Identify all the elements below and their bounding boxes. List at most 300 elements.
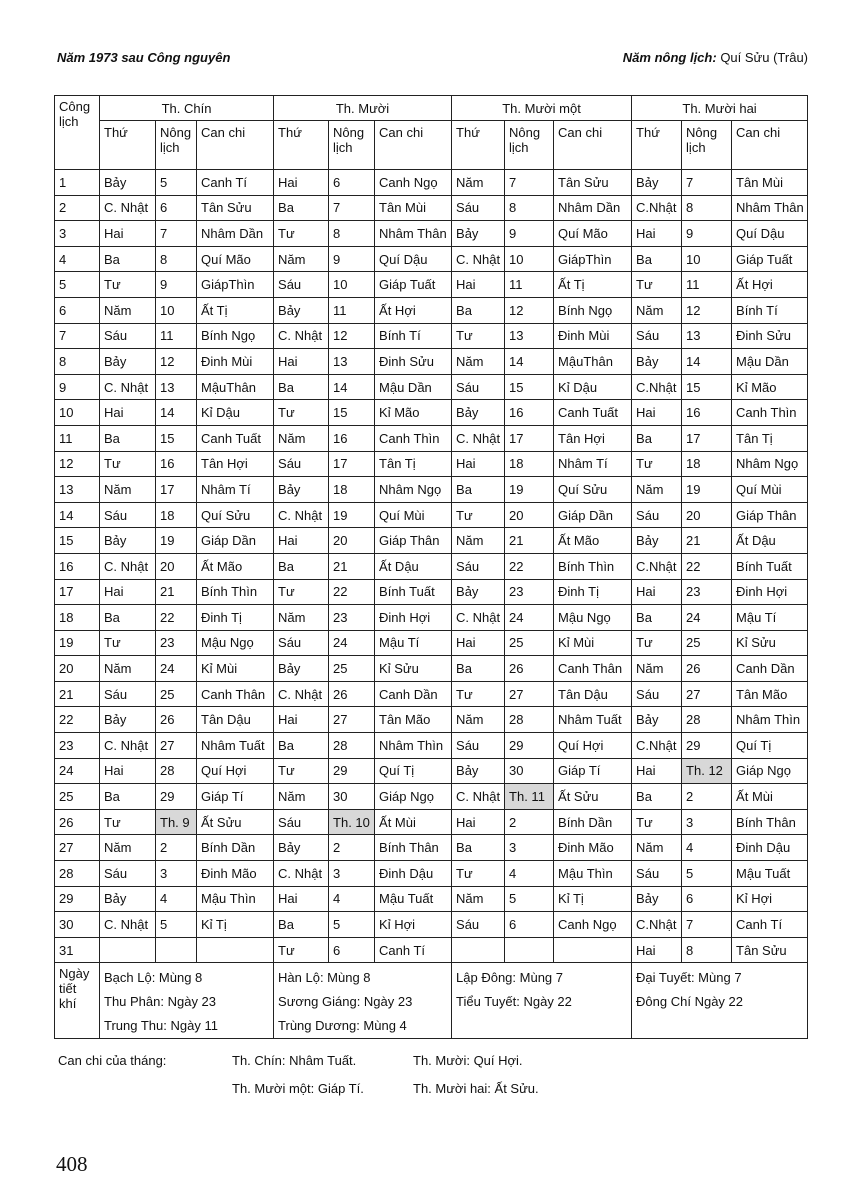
lunar-cell: 28 bbox=[156, 758, 197, 784]
subheader-canchi-9: Can chi bbox=[197, 121, 274, 170]
canchi-cell: Ất Tị bbox=[554, 272, 632, 298]
table-row bbox=[55, 630, 808, 656]
lunar-cell: 3 bbox=[329, 861, 375, 887]
lunar-cell: Th. 11 bbox=[505, 784, 554, 810]
canchi-cell: Ất Mùi bbox=[732, 784, 808, 810]
weekday-cell: Bảy bbox=[274, 656, 329, 682]
subheader-canchi-10: Can chi bbox=[375, 121, 452, 170]
lunar-cell: 9 bbox=[505, 221, 554, 247]
table-row bbox=[55, 758, 808, 784]
weekday-cell: Sáu bbox=[100, 681, 156, 707]
canchi-cell: Giáp Ngọ bbox=[375, 784, 452, 810]
canchi-cell: Ất Mão bbox=[197, 553, 274, 579]
weekday-cell: C. Nhật bbox=[100, 195, 156, 221]
canchi-cell: Nhâm Tí bbox=[554, 451, 632, 477]
lunar-cell: 2 bbox=[682, 784, 732, 810]
canchi-cell: Canh Tí bbox=[375, 937, 452, 963]
lunar-cell: 14 bbox=[329, 374, 375, 400]
lunar-cell: 25 bbox=[156, 681, 197, 707]
gregorian-day: 3 bbox=[55, 221, 100, 247]
gregorian-day: 18 bbox=[55, 605, 100, 631]
weekday-cell: Tư bbox=[452, 502, 505, 528]
month-header-12: Th. Mười hai bbox=[632, 96, 808, 121]
gregorian-day: 28 bbox=[55, 861, 100, 887]
lunar-cell: 11 bbox=[505, 272, 554, 298]
canchi-cell: Canh Tí bbox=[732, 912, 808, 938]
table-row bbox=[55, 861, 808, 887]
page-number: 408 bbox=[56, 1152, 88, 1176]
solar-term: Trung Thu: Ngày 11 bbox=[104, 1018, 218, 1034]
weekday-cell: Tư bbox=[452, 861, 505, 887]
gregorian-day: 4 bbox=[55, 246, 100, 272]
canchi-cell: Đinh Tị bbox=[554, 579, 632, 605]
weekday-cell: C. Nhật bbox=[452, 246, 505, 272]
weekday-cell: Sáu bbox=[100, 502, 156, 528]
table-row bbox=[55, 886, 808, 912]
weekday-cell: Năm bbox=[100, 297, 156, 323]
canchi-cell: Quí Mão bbox=[554, 221, 632, 247]
canchi-cell: Mậu Thìn bbox=[197, 886, 274, 912]
lunar-cell: 29 bbox=[156, 784, 197, 810]
lunar-cell: 17 bbox=[505, 425, 554, 451]
canchi-cell: Tân Hợi bbox=[554, 425, 632, 451]
canchi-cell: Tân Sửu bbox=[197, 195, 274, 221]
lunar-cell: 12 bbox=[329, 323, 375, 349]
weekday-cell: Ba bbox=[100, 425, 156, 451]
canchi-cell: Quí Tị bbox=[732, 733, 808, 759]
footer-month-11: Th. Mười một: Giáp Tí. bbox=[232, 1081, 364, 1096]
lunar-cell: 13 bbox=[156, 374, 197, 400]
table-row bbox=[55, 477, 808, 503]
lunar-cell: 16 bbox=[156, 451, 197, 477]
canchi-cell bbox=[554, 937, 632, 963]
calendar-table bbox=[54, 95, 808, 1039]
gregorian-day: 20 bbox=[55, 656, 100, 682]
lunar-cell: 14 bbox=[156, 400, 197, 426]
weekday-cell: Bảy bbox=[274, 835, 329, 861]
lunar-cell: 17 bbox=[682, 425, 732, 451]
lunar-cell: 13 bbox=[505, 323, 554, 349]
weekday-cell: Bảy bbox=[100, 707, 156, 733]
canchi-cell: Tân Mão bbox=[375, 707, 452, 733]
weekday-cell: Hai bbox=[632, 937, 682, 963]
lunar-cell: 19 bbox=[682, 477, 732, 503]
weekday-cell: Năm bbox=[100, 656, 156, 682]
canchi-cell: Đinh Mùi bbox=[197, 349, 274, 375]
canchi-cell: Tân Tị bbox=[375, 451, 452, 477]
lunar-cell: 6 bbox=[505, 912, 554, 938]
column-header-row bbox=[55, 121, 808, 170]
canchi-cell: Ất Tị bbox=[197, 297, 274, 323]
weekday-cell: Bảy bbox=[100, 170, 156, 196]
lunar-cell: 8 bbox=[329, 221, 375, 247]
canchi-cell: Tân Sửu bbox=[554, 170, 632, 196]
weekday-cell: Ba bbox=[632, 425, 682, 451]
lunar-cell: 5 bbox=[156, 170, 197, 196]
weekday-cell: Sáu bbox=[452, 195, 505, 221]
weekday-cell: C.Nhật bbox=[632, 733, 682, 759]
gregorian-day: 17 bbox=[55, 579, 100, 605]
weekday-cell: Tư bbox=[632, 451, 682, 477]
weekday-cell: Bảy bbox=[632, 886, 682, 912]
canchi-cell: Kỉ Tị bbox=[554, 886, 632, 912]
lunar-cell: 15 bbox=[329, 400, 375, 426]
canchi-cell: Nhâm Thân bbox=[732, 195, 808, 221]
table-row bbox=[55, 835, 808, 861]
subheader-canchi-11: Can chi bbox=[554, 121, 632, 170]
table-row bbox=[55, 809, 808, 835]
table-row bbox=[55, 553, 808, 579]
weekday-cell: Tư bbox=[632, 809, 682, 835]
canchi-cell: Giáp Dần bbox=[197, 528, 274, 554]
subheader-canchi-12: Can chi bbox=[732, 121, 808, 170]
canchi-cell: Nhâm Thìn bbox=[375, 733, 452, 759]
canchi-cell: Quí Tị bbox=[375, 758, 452, 784]
weekday-cell bbox=[100, 937, 156, 963]
canchi-cell: Giáp Thân bbox=[375, 528, 452, 554]
weekday-cell: C. Nhật bbox=[100, 553, 156, 579]
lunar-cell: 16 bbox=[329, 425, 375, 451]
canchi-cell: Kỉ Dậu bbox=[197, 400, 274, 426]
lunar-cell: 16 bbox=[505, 400, 554, 426]
weekday-cell: Bảy bbox=[632, 170, 682, 196]
lunar-cell: 8 bbox=[682, 937, 732, 963]
canchi-cell: Quí Mão bbox=[197, 246, 274, 272]
weekday-cell: Ba bbox=[632, 784, 682, 810]
lunar-cell: 10 bbox=[329, 272, 375, 298]
subheader-lunar-12: Nông lịch bbox=[682, 121, 732, 170]
weekday-cell: Bảy bbox=[452, 579, 505, 605]
lunar-cell: 3 bbox=[682, 809, 732, 835]
lunar-cell: 6 bbox=[329, 937, 375, 963]
weekday-cell: Năm bbox=[274, 605, 329, 631]
weekday-cell: Ba bbox=[452, 656, 505, 682]
weekday-cell: Hai bbox=[452, 272, 505, 298]
lunar-cell: 13 bbox=[329, 349, 375, 375]
canchi-cell: Canh Ngọ bbox=[375, 170, 452, 196]
canchi-cell: Canh Thân bbox=[554, 656, 632, 682]
lunar-cell: 20 bbox=[682, 502, 732, 528]
lunar-cell: 5 bbox=[505, 886, 554, 912]
weekday-cell: Năm bbox=[452, 170, 505, 196]
weekday-cell: C. Nhật bbox=[100, 912, 156, 938]
weekday-cell: Bảy bbox=[274, 297, 329, 323]
canchi-cell: Bính Tí bbox=[375, 323, 452, 349]
table-row bbox=[55, 579, 808, 605]
solar-terms-month-9 bbox=[100, 963, 274, 1039]
weekday-cell: Tư bbox=[274, 221, 329, 247]
weekday-cell: Bảy bbox=[632, 349, 682, 375]
gregorian-day: 7 bbox=[55, 323, 100, 349]
table-row bbox=[55, 502, 808, 528]
month-header-row bbox=[55, 96, 808, 121]
gregorian-day: 12 bbox=[55, 451, 100, 477]
weekday-cell: Tư bbox=[100, 451, 156, 477]
weekday-cell: Tư bbox=[100, 272, 156, 298]
weekday-cell: Sáu bbox=[452, 912, 505, 938]
canchi-cell: Tân Tị bbox=[732, 425, 808, 451]
lunar-cell: 2 bbox=[505, 809, 554, 835]
gregorian-day: 26 bbox=[55, 809, 100, 835]
canchi-cell: Bính Ngọ bbox=[554, 297, 632, 323]
lunar-cell: 7 bbox=[682, 912, 732, 938]
weekday-cell: Năm bbox=[452, 707, 505, 733]
weekday-cell: Sáu bbox=[452, 553, 505, 579]
solar-term: Đông Chí Ngày 22 bbox=[636, 994, 743, 1010]
lunar-cell: 20 bbox=[156, 553, 197, 579]
canchi-cell: Kỉ Mùi bbox=[554, 630, 632, 656]
lunar-cell: 2 bbox=[329, 835, 375, 861]
gregorian-day: 25 bbox=[55, 784, 100, 810]
weekday-cell: Hai bbox=[452, 451, 505, 477]
gregorian-day: 15 bbox=[55, 528, 100, 554]
weekday-cell: Năm bbox=[100, 477, 156, 503]
canchi-cell: Đinh Mùi bbox=[554, 323, 632, 349]
weekday-cell: Bảy bbox=[452, 221, 505, 247]
solar-terms-row bbox=[55, 963, 808, 1039]
solar-term: Sương Giáng: Ngày 23 bbox=[278, 994, 413, 1010]
lunar-cell: 3 bbox=[156, 861, 197, 887]
weekday-cell: C.Nhật bbox=[632, 912, 682, 938]
canchi-cell: Mậu Thìn bbox=[554, 861, 632, 887]
canchi-cell: Ất Dậu bbox=[732, 528, 808, 554]
weekday-cell: Tư bbox=[274, 400, 329, 426]
weekday-cell: Sáu bbox=[100, 861, 156, 887]
lunar-cell: 23 bbox=[156, 630, 197, 656]
lunar-cell: 28 bbox=[682, 707, 732, 733]
lunar-cell: 15 bbox=[682, 374, 732, 400]
canchi-cell: Giáp Ngọ bbox=[732, 758, 808, 784]
canchi-cell: Bính Tuất bbox=[732, 553, 808, 579]
subheader-weekday-11: Thứ bbox=[452, 121, 505, 170]
canchi-cell: Mậu Tuất bbox=[375, 886, 452, 912]
table-row bbox=[55, 784, 808, 810]
table-row bbox=[55, 374, 808, 400]
canchi-cell: Canh Ngọ bbox=[554, 912, 632, 938]
table-row bbox=[55, 681, 808, 707]
canchi-cell: Đinh Tị bbox=[197, 605, 274, 631]
table-row bbox=[55, 451, 808, 477]
canchi-cell: Canh Dần bbox=[732, 656, 808, 682]
lunar-cell: 30 bbox=[505, 758, 554, 784]
weekday-cell: C. Nhật bbox=[452, 605, 505, 631]
canchi-cell: Mậu Dần bbox=[732, 349, 808, 375]
solar-term: Trùng Dương: Mùng 4 bbox=[278, 1018, 407, 1034]
table-row bbox=[55, 246, 808, 272]
lunar-cell: 15 bbox=[156, 425, 197, 451]
lunar-cell: 12 bbox=[156, 349, 197, 375]
lunar-cell: 17 bbox=[329, 451, 375, 477]
solar-term: Đại Tuyết: Mùng 7 bbox=[636, 970, 742, 986]
lunar-cell: 11 bbox=[329, 297, 375, 323]
weekday-cell: Tư bbox=[274, 579, 329, 605]
gregorian-day: 27 bbox=[55, 835, 100, 861]
weekday-cell: Hai bbox=[100, 758, 156, 784]
lunar-cell: 8 bbox=[505, 195, 554, 221]
lunar-cell: 6 bbox=[329, 170, 375, 196]
solar-terms-month-12 bbox=[632, 963, 808, 1039]
gregorian-day: 5 bbox=[55, 272, 100, 298]
lunar-cell: 4 bbox=[682, 835, 732, 861]
canchi-cell: Kỉ Tị bbox=[197, 912, 274, 938]
canchi-cell: GiápThìn bbox=[197, 272, 274, 298]
weekday-cell: Hai bbox=[274, 886, 329, 912]
gregorian-day: 19 bbox=[55, 630, 100, 656]
lunar-cell: 11 bbox=[156, 323, 197, 349]
gregorian-day: 22 bbox=[55, 707, 100, 733]
canchi-cell: Nhâm Dần bbox=[197, 221, 274, 247]
lunar-cell: 26 bbox=[156, 707, 197, 733]
gregorian-day: 21 bbox=[55, 681, 100, 707]
lunar-cell: 24 bbox=[682, 605, 732, 631]
lunar-cell: Th. 9 bbox=[156, 809, 197, 835]
canchi-cell: Ất Sửu bbox=[554, 784, 632, 810]
weekday-cell: Hai bbox=[274, 170, 329, 196]
weekday-cell: Ba bbox=[274, 195, 329, 221]
table-row bbox=[55, 400, 808, 426]
lunar-cell: 24 bbox=[329, 630, 375, 656]
subheader-weekday-12: Thứ bbox=[632, 121, 682, 170]
canchi-cell: MậuThân bbox=[197, 374, 274, 400]
lunar-cell: 27 bbox=[329, 707, 375, 733]
footer-month-9: Th. Chín: Nhâm Tuất. bbox=[232, 1053, 357, 1068]
lunar-cell: 21 bbox=[156, 579, 197, 605]
weekday-cell: Sáu bbox=[452, 374, 505, 400]
weekday-cell: Sáu bbox=[452, 733, 505, 759]
weekday-cell: Bảy bbox=[100, 349, 156, 375]
canchi-cell: Bính Ngọ bbox=[197, 323, 274, 349]
table-row bbox=[55, 195, 808, 221]
solar-term: Hàn Lộ: Mùng 8 bbox=[278, 970, 371, 986]
lunar-cell: 10 bbox=[505, 246, 554, 272]
gregorian-day: 14 bbox=[55, 502, 100, 528]
weekday-cell: Ba bbox=[274, 912, 329, 938]
lunar-cell: Th. 10 bbox=[329, 809, 375, 835]
solar-terms-month-11 bbox=[452, 963, 632, 1039]
canchi-cell: Canh Thìn bbox=[375, 425, 452, 451]
lunar-cell: 4 bbox=[505, 861, 554, 887]
lunar-cell: 26 bbox=[329, 681, 375, 707]
solar-term: Bạch Lộ: Mùng 8 bbox=[104, 970, 203, 986]
lunar-cell: 3 bbox=[505, 835, 554, 861]
canchi-cell: Giáp Tí bbox=[197, 784, 274, 810]
lunar-cell: 29 bbox=[505, 733, 554, 759]
lunar-year-value: Quí Sửu (Trâu) bbox=[720, 50, 808, 65]
weekday-cell: C. Nhật bbox=[274, 323, 329, 349]
canchi-cell: Tân Dậu bbox=[197, 707, 274, 733]
weekday-cell: Sáu bbox=[274, 630, 329, 656]
lunar-cell bbox=[505, 937, 554, 963]
weekday-cell bbox=[452, 937, 505, 963]
table-row bbox=[55, 605, 808, 631]
table-row bbox=[55, 272, 808, 298]
canchi-cell: Nhâm Dần bbox=[554, 195, 632, 221]
weekday-cell: Tư bbox=[632, 272, 682, 298]
month-header-10: Th. Mười bbox=[274, 96, 452, 121]
canchi-cell: Ất Hợi bbox=[732, 272, 808, 298]
gregorian-day: 13 bbox=[55, 477, 100, 503]
subheader-weekday-9: Thứ bbox=[100, 121, 156, 170]
lunar-cell: 12 bbox=[505, 297, 554, 323]
lunar-cell: 14 bbox=[682, 349, 732, 375]
canchi-cell: Đinh Sửu bbox=[375, 349, 452, 375]
lunar-cell: 24 bbox=[505, 605, 554, 631]
lunar-cell: 18 bbox=[505, 451, 554, 477]
canchi-cell: Quí Dậu bbox=[732, 221, 808, 247]
canchi-cell: Quí Sửu bbox=[554, 477, 632, 503]
lunar-cell: 28 bbox=[505, 707, 554, 733]
weekday-cell: Bảy bbox=[100, 528, 156, 554]
lunar-cell: 26 bbox=[682, 656, 732, 682]
weekday-cell: Ba bbox=[274, 553, 329, 579]
canchi-cell: Bính Thân bbox=[375, 835, 452, 861]
weekday-cell: C. Nhật bbox=[274, 681, 329, 707]
weekday-cell: Năm bbox=[632, 835, 682, 861]
lunar-cell: 29 bbox=[682, 733, 732, 759]
lunar-cell: 14 bbox=[505, 349, 554, 375]
lunar-cell: 18 bbox=[329, 477, 375, 503]
lunar-cell: 2 bbox=[156, 835, 197, 861]
weekday-cell: Ba bbox=[274, 374, 329, 400]
subheader-lunar-10: Nông lịch bbox=[329, 121, 375, 170]
table-row bbox=[55, 656, 808, 682]
canchi-cell: Đinh Dậu bbox=[375, 861, 452, 887]
canchi-cell: Ất Mùi bbox=[375, 809, 452, 835]
lunar-cell: 4 bbox=[156, 886, 197, 912]
lunar-cell: 7 bbox=[505, 170, 554, 196]
lunar-cell: 13 bbox=[682, 323, 732, 349]
lunar-cell: Th. 12 bbox=[682, 758, 732, 784]
weekday-cell: Ba bbox=[100, 605, 156, 631]
footer-label: Can chi của tháng: bbox=[58, 1053, 167, 1068]
canchi-cell: Kỉ Sửu bbox=[732, 630, 808, 656]
gregorian-day: 10 bbox=[55, 400, 100, 426]
table-row bbox=[55, 323, 808, 349]
weekday-cell: C.Nhật bbox=[632, 553, 682, 579]
canchi-cell: Nhâm Ngọ bbox=[375, 477, 452, 503]
table-row bbox=[55, 170, 808, 196]
lunar-cell: 20 bbox=[505, 502, 554, 528]
lunar-cell: 8 bbox=[682, 195, 732, 221]
weekday-cell: C.Nhật bbox=[632, 195, 682, 221]
lunar-cell: 22 bbox=[329, 579, 375, 605]
canchi-cell: Ất Mão bbox=[554, 528, 632, 554]
canchi-cell: Nhâm Ngọ bbox=[732, 451, 808, 477]
subheader-lunar-9: Nông lịch bbox=[156, 121, 197, 170]
solar-term: Thu Phân: Ngày 23 bbox=[104, 994, 217, 1010]
solar-term: Lập Đông: Mùng 7 bbox=[456, 970, 563, 986]
canchi-cell: Giáp Dần bbox=[554, 502, 632, 528]
lunar-cell: 11 bbox=[682, 272, 732, 298]
canchi-cell: Giáp Tí bbox=[554, 758, 632, 784]
weekday-cell: Năm bbox=[274, 784, 329, 810]
canchi-cell: Bính Tuất bbox=[375, 579, 452, 605]
weekday-cell: Hai bbox=[632, 400, 682, 426]
canchi-cell: Bính Thân bbox=[732, 809, 808, 835]
weekday-cell: C.Nhật bbox=[632, 374, 682, 400]
weekday-cell: Ba bbox=[452, 835, 505, 861]
canchi-cell: Bính Tí bbox=[732, 297, 808, 323]
lunar-cell: 19 bbox=[156, 528, 197, 554]
lunar-cell: 18 bbox=[156, 502, 197, 528]
lunar-cell: 27 bbox=[505, 681, 554, 707]
month-header-9: Th. Chín bbox=[100, 96, 274, 121]
canchi-cell: Quí Dậu bbox=[375, 246, 452, 272]
weekday-cell: Sáu bbox=[632, 323, 682, 349]
lunar-cell: 25 bbox=[505, 630, 554, 656]
lunar-cell: 25 bbox=[682, 630, 732, 656]
canchi-cell: Mậu Tuất bbox=[732, 861, 808, 887]
